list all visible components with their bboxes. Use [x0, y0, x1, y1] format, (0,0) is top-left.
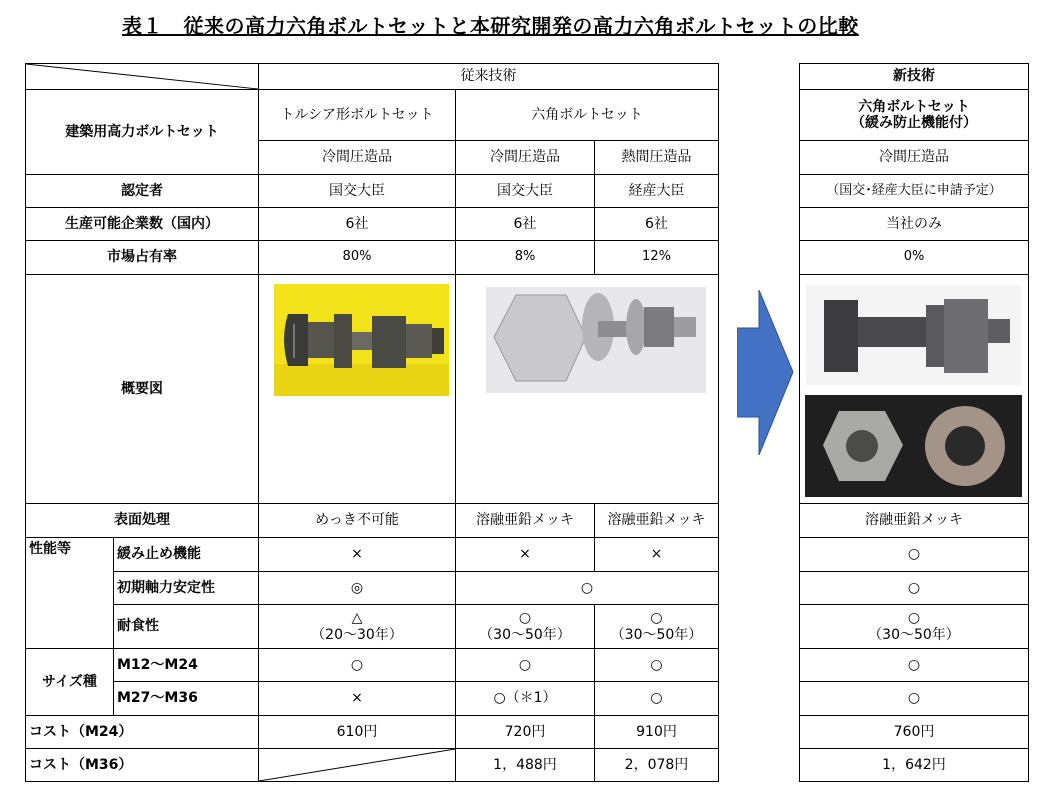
surface-c1: めっき不可能 — [259, 504, 456, 538]
arrow-right-icon — [737, 290, 795, 455]
corner-cell — [26, 64, 259, 90]
m12-c1: ○ — [259, 649, 456, 682]
loosening-label: 緩み止め機能 — [114, 538, 259, 572]
corrosion-c3-years: （30～50年） — [610, 626, 703, 643]
cost24-c2: 720円 — [456, 716, 595, 749]
cost36-c3: 2，078円 — [595, 749, 719, 782]
axial-label: 初期軸力安定性 — [114, 572, 259, 605]
corrosion-c2-years: （30～50年） — [479, 626, 571, 643]
loosening-c3: × — [595, 538, 719, 572]
new-photo-cell — [800, 275, 1029, 504]
c3-hot: 熱間圧造品 — [595, 141, 719, 175]
cost36-c1-na — [259, 749, 456, 782]
new-cold: 冷間圧造品 — [800, 141, 1029, 175]
hex-photo-cell — [456, 275, 719, 504]
new-bolt-photo — [806, 285, 1021, 385]
corrosion-c1 — [259, 605, 456, 649]
overview-label: 概要図 — [26, 275, 259, 504]
serrated-nut-washer-photo — [805, 395, 1022, 497]
axial-new: ○ — [800, 572, 1029, 605]
cost24-c1: 610円 — [259, 716, 456, 749]
corrosion-c3-mark: ○ — [650, 610, 663, 627]
cost24-c3: 910円 — [595, 716, 719, 749]
corrosion-c2 — [456, 605, 595, 649]
size-group-label: サイズ種 — [26, 649, 114, 716]
makers-c3: 6社 — [595, 208, 719, 241]
perf-group-label: 性能等 — [26, 538, 114, 649]
cost24-label: コスト（M24） — [26, 716, 259, 749]
m12-label: M12～M24 — [114, 649, 259, 682]
makers-new: 当社のみ — [800, 208, 1029, 241]
corrosion-c3 — [595, 605, 719, 649]
certifier-label: 認定者 — [26, 175, 259, 208]
new-header: 新技術 — [800, 64, 1029, 90]
corrosion-c2-mark: ○ — [518, 610, 532, 627]
corrosion-new-mark: ○ — [907, 610, 921, 627]
cost24-new: 760円 — [800, 716, 1029, 749]
share-c3: 12% — [595, 241, 719, 275]
table-title: 表１ 従来の高力六角ボルトセットと本研究開発の高力六角ボルトセットの比較 — [122, 14, 859, 38]
makers-c1: 6社 — [259, 208, 456, 241]
m27-new: ○ — [800, 682, 1029, 716]
loosening-new: ○ — [800, 538, 1029, 572]
corrosion-c1-mark: △ — [351, 610, 363, 627]
conventional-header: 従来技術 — [259, 64, 719, 90]
cost36-label: コスト（M36） — [26, 749, 259, 782]
m12-c3: ○ — [595, 649, 719, 682]
certifier-c3: 経産大臣 — [595, 175, 719, 208]
hex-bolt-photo — [486, 287, 706, 393]
loosening-c2: × — [456, 538, 595, 572]
share-c2: 8% — [456, 241, 595, 275]
makers-c2: 6社 — [456, 208, 595, 241]
certifier-c2: 国交大臣 — [456, 175, 595, 208]
share-label: 市場占有率 — [26, 241, 259, 275]
share-c1: 80% — [259, 241, 456, 275]
certifier-new: （国交･経産大臣に申請予定） — [800, 175, 1029, 208]
axial-c23: ○ — [456, 572, 719, 605]
surface-label: 表面処理 — [26, 504, 259, 538]
hex-header: 六角ボルトセット — [456, 90, 719, 141]
cost36-new: 1，642円 — [800, 749, 1029, 782]
c1-cold: 冷間圧造品 — [259, 141, 456, 175]
row-label-bolt-set: 建築用高力ボルトセット — [26, 90, 259, 175]
corrosion-c1-years: （20～30年） — [311, 626, 403, 643]
surface-new: 溶融亜鉛メッキ — [800, 504, 1029, 538]
m27-c1: × — [259, 682, 456, 716]
m27-c2: ○（＊1） — [456, 682, 595, 716]
c2-cold: 冷間圧造品 — [456, 141, 595, 175]
m27-c3: ○ — [595, 682, 719, 716]
m27-label: M27～M36 — [114, 682, 259, 716]
conventional-table — [25, 63, 719, 782]
certifier-c1: 国交大臣 — [259, 175, 456, 208]
share-new: 0% — [800, 241, 1029, 275]
m12-new: ○ — [800, 649, 1029, 682]
surface-c2: 溶融亜鉛メッキ — [456, 504, 595, 538]
torshear-bolt-photo — [274, 284, 449, 396]
m12-c2: ○ — [456, 649, 595, 682]
corrosion-label: 耐食性 — [114, 605, 259, 649]
cost36-c2: 1，488円 — [456, 749, 595, 782]
loosening-c1: × — [259, 538, 456, 572]
corrosion-new — [800, 605, 1029, 649]
makers-label: 生産可能企業数（国内） — [26, 208, 259, 241]
torshear-photo-cell — [259, 275, 456, 504]
new-tech-table — [799, 63, 1029, 782]
surface-c3: 溶融亜鉛メッキ — [595, 504, 719, 538]
torshear-header: トルシア形ボルトセット — [259, 90, 456, 141]
new-product-header: 六角ボルトセット （緩み防止機能付） — [800, 90, 1029, 141]
axial-c1: ◎ — [259, 572, 456, 605]
corrosion-new-years: （30～50年） — [868, 626, 960, 643]
